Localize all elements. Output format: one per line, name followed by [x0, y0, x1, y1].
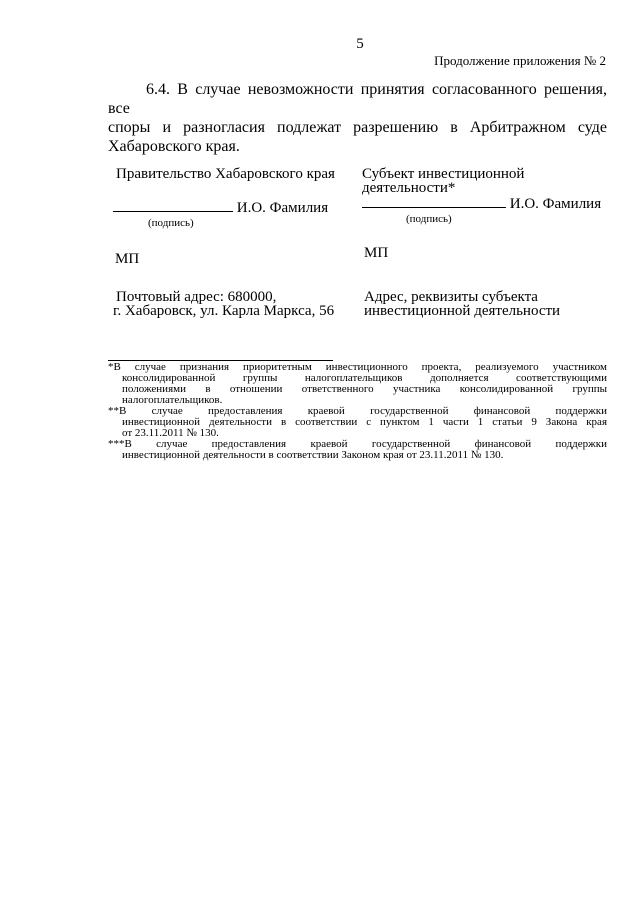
signature-underline	[362, 206, 506, 208]
right-signature-caption: (подпись)	[406, 213, 452, 225]
right-signature-name: И.О. Фамилия	[509, 196, 602, 212]
right-address-line1: Адрес, реквизиты субъекта	[364, 289, 538, 305]
footnote-line: ***В случае предоставления краевой государственной финансовой поддержки	[108, 438, 607, 450]
footnote-1	[108, 362, 607, 406]
left-address-line1: Почтовый адрес: 680000,	[116, 289, 277, 305]
footnote-line: инвестиционной деятельности в соответствии Законом края от 23.11.2011 № 130.	[122, 449, 504, 461]
signature-underline	[113, 210, 233, 212]
footnote-line: **В случае предоставления краевой государственной финансовой поддержки	[108, 405, 607, 417]
right-address-line2: инвестиционной деятельности	[364, 303, 561, 319]
clause-line: Хабаровского края.	[108, 138, 240, 155]
right-signature-line	[362, 196, 601, 212]
footnote-line: положениями в отношении ответственного участника консолидированной группы	[122, 383, 607, 395]
footnote-2	[108, 406, 607, 439]
left-signature-caption: (подпись)	[148, 217, 194, 229]
page-number: 5	[356, 36, 364, 52]
continuation-header: Продолжение приложения № 2	[434, 53, 606, 68]
footnote-line: инвестиционной деятельности в соответствии с пунктом 1 части 1 статьи 9 Закона края	[122, 416, 607, 428]
left-address-line2: г. Хабаровск, ул. Карла Маркса, 56	[113, 303, 335, 319]
footnote-3	[108, 439, 607, 461]
left-party-name: Правительство Хабаровского края	[116, 166, 335, 182]
footnote-line: консолидированной группы налогоплательщиков дополняется соответствующими	[122, 372, 607, 384]
footnotes	[108, 362, 607, 461]
footnote-line: *В случае признания приоритетным инвестиционного проекта, реализуемого участником	[108, 361, 607, 373]
right-party-name-line1: Субъект инвестиционной	[362, 166, 525, 182]
right-party-name-line2: деятельности*	[362, 180, 456, 196]
left-signature-line	[113, 200, 328, 216]
right-stamp: МП	[364, 245, 389, 261]
clause-line: споры и разногласия подлежат разрешению в Арбитражном суде	[108, 119, 607, 136]
left-stamp: МП	[115, 251, 140, 267]
footnote-line: от 23.11.2011 № 130.	[122, 427, 219, 439]
clause-6-4	[108, 80, 607, 156]
footnote-line: налогоплательщиков.	[122, 394, 223, 406]
clause-line: 6.4. В случае невозможности принятия согласованного решения, все	[108, 81, 607, 117]
left-signature-name: И.О. Фамилия	[236, 200, 329, 216]
